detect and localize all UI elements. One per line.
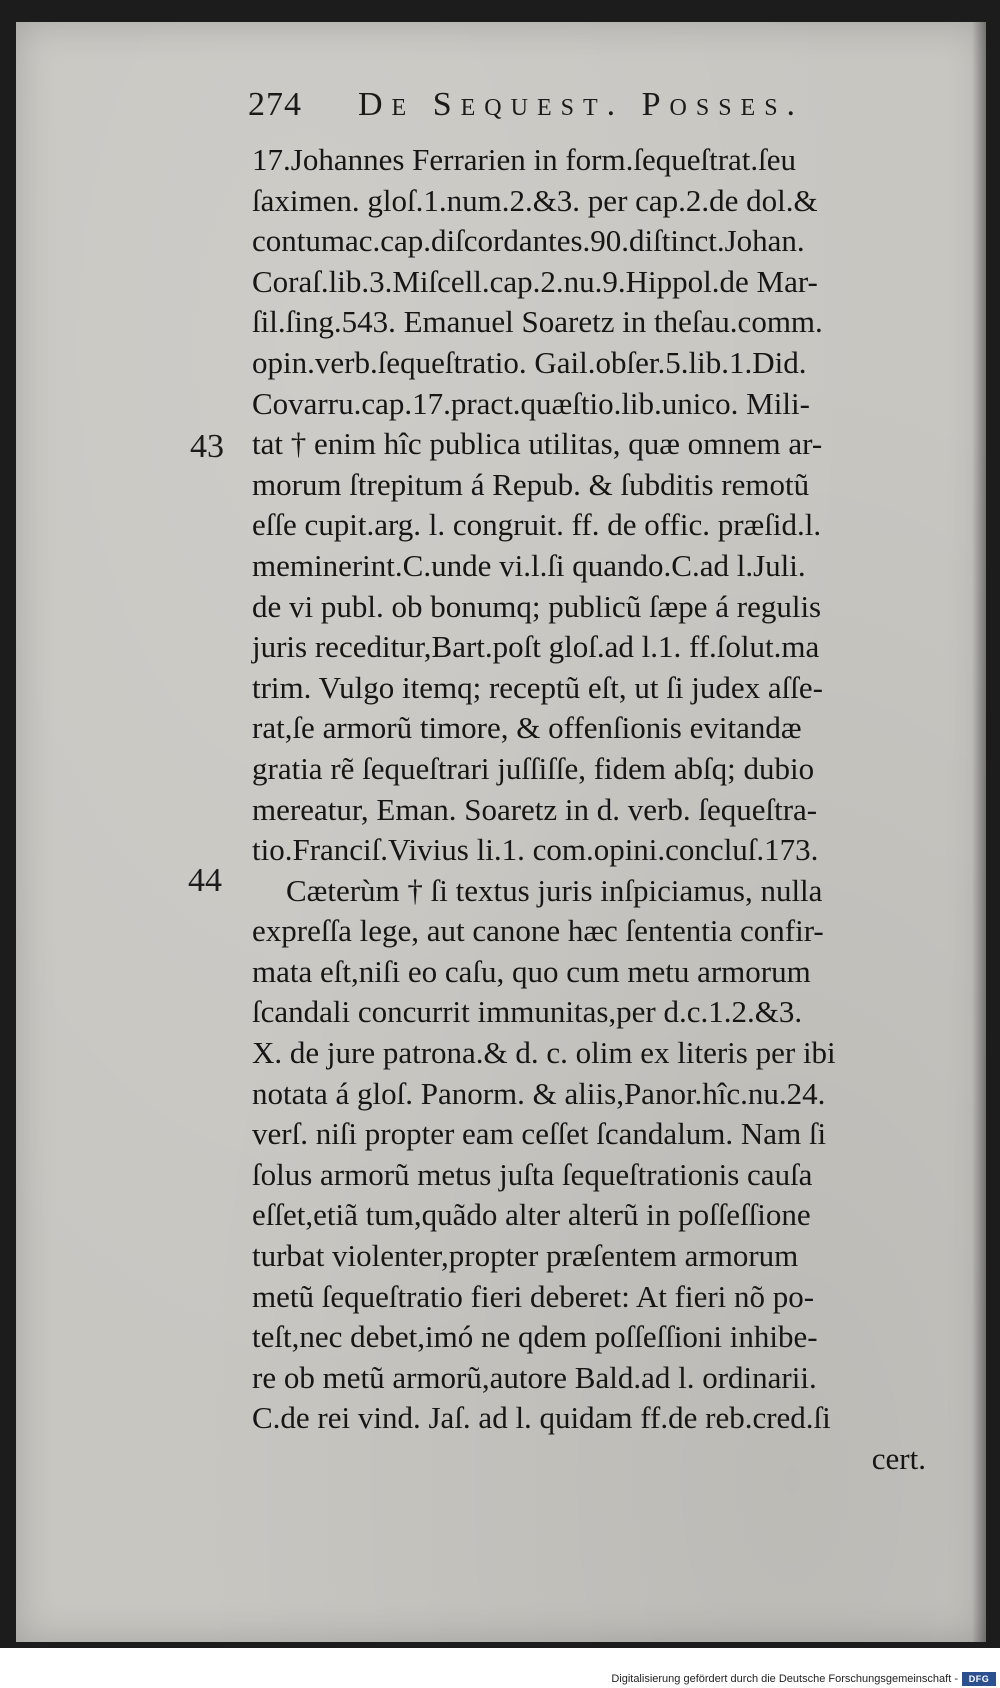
page-number: 274 [248,86,302,123]
text-line: notata á gloſ. Panorm. & aliis,Panor.hîc.nu.24. [252,1075,826,1111]
text-line: mereatur, Eman. Soaretz in d. verb. ſequeſtra- [252,791,818,827]
body-text [252,140,942,1480]
text-line: turbat violenter,propter præſentem armorum [252,1238,799,1274]
text-line: morum ſtrepitum á Repub. & ſubditis remotũ [252,466,810,502]
text-line: Cæterùm † ſi textus juris inſpiciamus, nulla [286,872,823,908]
dfg-logo-icon: DFG [962,1672,996,1686]
page-spine-shadow [972,22,986,1642]
text-line: tio.Franciſ.Vivius li.1. com.opini.concluſ.173. [252,832,819,868]
text-line: contumac.cap.diſcordantes.90.diſtinct.Johan. [252,223,805,259]
text-line: eſſe cupit.arg. l. congruit. ff. de offic. præſid.l. [252,507,822,543]
text-line: rat,ſe armorũ timore, & offenſionis evitandæ [252,710,802,746]
digitization-footer [0,1670,1000,1688]
text-line: eſſet,etiã tum,quãdo alter alterũ in poſſeſſione [252,1197,811,1233]
running-head: De Sequest. Posses. [358,86,805,123]
text-line: ſolus armorũ metus juſta ſequeſtrationis cauſa [252,1156,813,1192]
text-line: ſcandali concurrit immunitas,per d.c.1.2.&3. [252,994,803,1030]
text-line: expreſſa lege, aut canone hæc ſententia confir- [252,913,824,949]
text-line: teſt,nec debet,imó ne qdem poſſeſſioni inhibe- [252,1319,818,1355]
text-line: C.de rei vind. Jaſ. ad l. quidam ff.de reb.cred.ſi [252,1400,831,1436]
text-line: metũ ſequeſtratio fieri deberet: At fieri nõ po- [252,1278,815,1314]
text-line: ſil.ſing.543. Emanuel Soaretz in theſau.comm. [252,304,823,340]
text-line: gratia rẽ ſequeſtrari juſſiſſe, fidem abſq; dubio [252,750,815,786]
text-line: mata eſt,niſi eo caſu, quo cum metu armorum [252,953,811,989]
catchword: cert. [871,1441,926,1476]
footer-credit: Digitalisierung gefördert durch die Deutsche Forschungsgemeinschaft - [611,1673,958,1685]
text-line: Covarru.cap.17.pract.quæſtio.lib.unico. Mili- [252,385,810,421]
text-line: opin.verb.ſequeſtratio. Gail.obſer.5.lib.1.Did. [252,344,807,380]
page-header [248,86,888,136]
text-line: verſ. niſi propter eam ceſſet ſcandalum. Nam ſi [252,1116,827,1152]
text-line: ſaximen. gloſ.1.num.2.&3. per cap.2.de dol.& [252,182,818,218]
text-line: meminerint.C.unde vi.l.ſi quando.C.ad l.Juli. [252,547,806,583]
text-line: juris receditur,Bart.poſt gloſ.ad l.1. ff.ſolut.ma [252,629,820,665]
text-line: trim. Vulgo itemq; receptũ eſt, ut ſi judex aſſe- [252,669,823,705]
text-line: re ob metũ armorũ,autore Bald.ad l. ordinarii. [252,1359,817,1395]
margin-note-44: 44 [188,862,222,899]
text-line: Coraſ.lib.3.Miſcell.cap.2.nu.9.Hippol.de Mar- [252,263,818,299]
text-line: X. de jure patrona.& d. c. olim ex literis per ibi [252,1035,836,1071]
text-line: de vi publ. ob bonumq; publicũ ſæpe á regulis [252,588,822,624]
text-line: 17.Johannes Ferrarien in form.ſequeſtrat.ſeu [252,142,797,177]
margin-note-43: 43 [190,428,224,465]
text-line: tat † enim hîc publica utilitas, quæ omnem ar- [252,426,823,462]
